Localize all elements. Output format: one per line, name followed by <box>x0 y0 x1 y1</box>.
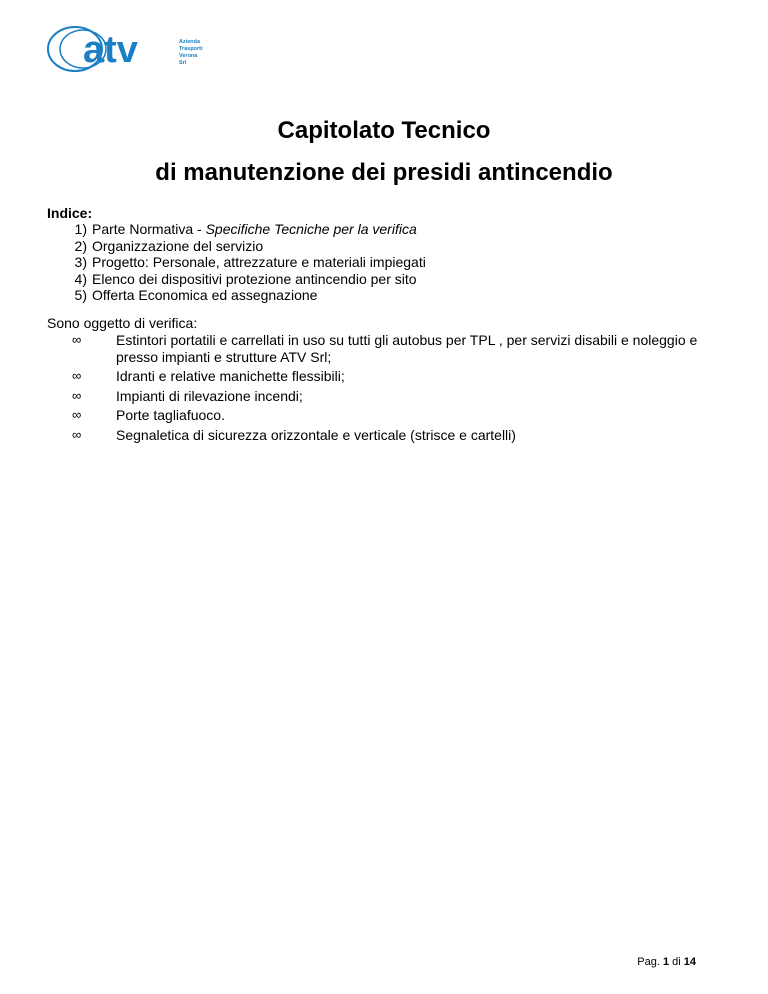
logo-text: atv <box>83 29 138 71</box>
document-title: Capitolato Tecnico <box>277 117 491 144</box>
verify-list <box>47 332 707 447</box>
index-list <box>47 221 426 304</box>
index-item: 1) Parte Normativa - Specifiche Tecniche per la verifica <box>74 221 417 237</box>
company-logo <box>47 22 203 80</box>
list-item: ∞ Idranti e relative manichette flessibili; <box>47 368 707 385</box>
verify-heading: Sono oggetto di verifica: <box>47 315 198 331</box>
logo-tagline: Azienda Trasporti Verona Srl <box>179 39 203 66</box>
page-number: Pag. 1 di 14 <box>637 956 696 968</box>
infinity-bullet-icon: ∞ <box>72 387 82 403</box>
index-item: 5) Offerta Economica ed assegnazione <box>74 287 318 304</box>
index-item: 3) Progetto: Personale, attrezzature e materiali impiegati <box>74 254 426 271</box>
infinity-bullet-icon: ∞ <box>72 332 82 347</box>
list-item: ∞ Segnaletica di sicurezza orizzontale e verticale (strisce e cartelli) <box>47 427 707 444</box>
atv-logo-mark <box>47 22 182 80</box>
list-item: ∞ Estintori portatili e carrellati in uso su tutti gli autobus per TPL , per servizi disabili e noleggio e presso impianti e strutture ATV Srl; <box>47 332 707 365</box>
document-subtitle: di manutenzione dei presidi antincendio <box>155 159 613 186</box>
list-item: ∞ Impianti di rilevazione incendi; <box>47 388 707 405</box>
list-item: ∞ Porte tagliafuoco. <box>47 407 707 424</box>
index-item: 4) Elenco dei dispositivi protezione antincendio per sito <box>74 270 417 287</box>
index-heading: Indice: <box>47 205 93 221</box>
index-item: 2) Organizzazione del servizio <box>74 237 264 254</box>
infinity-bullet-icon: ∞ <box>72 407 82 423</box>
infinity-bullet-icon: ∞ <box>72 426 82 442</box>
infinity-bullet-icon: ∞ <box>72 368 82 384</box>
